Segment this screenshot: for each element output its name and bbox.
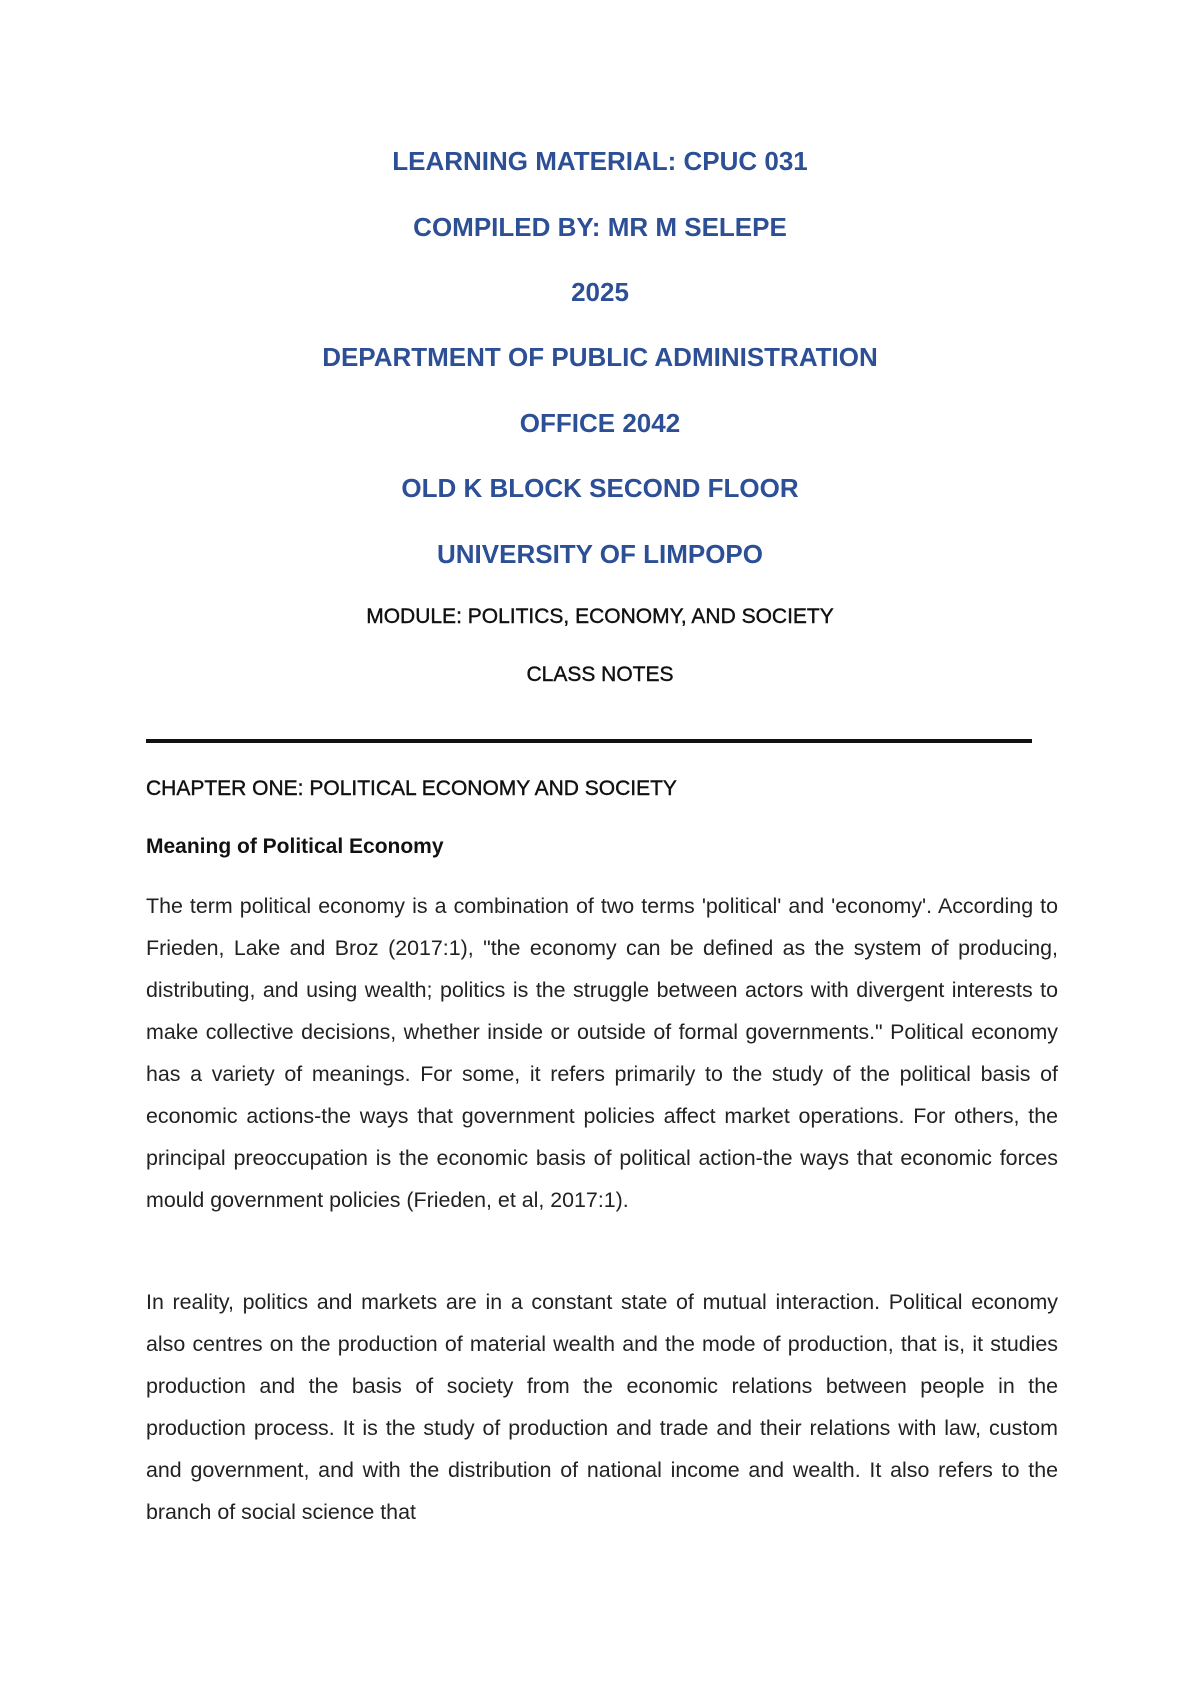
module-title: MODULE: POLITICS, ECONOMY, AND SOCIETY xyxy=(366,605,834,628)
section-subheading: Meaning of Political Economy xyxy=(146,835,444,858)
year: 2025 xyxy=(571,277,629,307)
chapter-heading: CHAPTER ONE: POLITICAL ECONOMY AND SOCIETY xyxy=(146,777,677,800)
class-notes-label: CLASS NOTES xyxy=(526,663,674,686)
building-block: OLD K BLOCK SECOND FLOOR xyxy=(401,473,799,503)
university: UNIVERSITY OF LIMPOPO xyxy=(436,539,763,569)
body-paragraph-1: The term political economy is a combination of two terms 'political' and 'economy'. According to Frieden, Lake and Broz (2017:1), "the economy can be defined as the system of producing, distributing, and using wealth; politics is the struggle between actors with divergent interests to make collective decisions, whether inside or outside of formal governments." Political economy has a variety of meanings. For some, it refers primarily to the study of the political basis of economic actions-the ways that government policies affect market operations. For others, the principal preoccupation is the economic basis of political action-the ways that economic forces mould government policies (Frieden, et al, 2017:1). xyxy=(146,894,1058,1212)
office: OFFICE 2042 xyxy=(519,408,681,438)
learning-material-title: LEARNING MATERIAL: CPUC 031 xyxy=(392,146,808,176)
compiled-by: COMPILED BY: MR M SELEPE xyxy=(413,212,787,242)
horizontal-divider xyxy=(146,739,1032,743)
body-paragraph-2: In reality, politics and markets are in a constant state of mutual interaction. Political economy also centres on the production of material wealth and the mode of production, that is, it studies production and the basis of society from the economic relations between people in the production process. It is the study of production and trade and their relations with law, custom and government, and with the distribution of national income and wealth. It also refers to the branch of social science that xyxy=(146,1290,1058,1524)
department: DEPARTMENT OF PUBLIC ADMINISTRATION xyxy=(322,342,878,372)
